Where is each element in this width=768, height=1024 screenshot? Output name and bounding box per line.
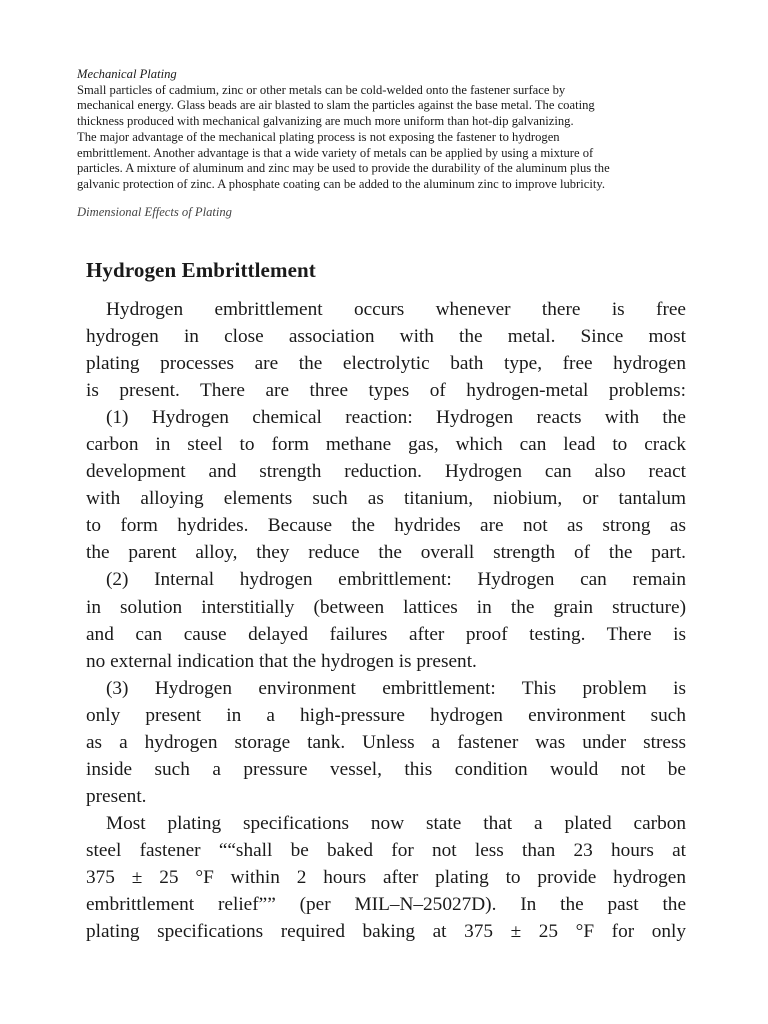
paragraph-line: inside such a pressure vessel, this condition would not be <box>86 758 686 780</box>
paragraph-line: (1) Hydrogen chemical reaction: Hydrogen reacts with the <box>106 407 686 429</box>
paragraph-line: hydrogen in close association with the metal. Since most <box>86 326 686 348</box>
paragraph-line: plating processes are the electrolytic bath type, free hydrogen <box>86 353 686 375</box>
paragraph-line: embrittlement relief”” (per MIL–N–25027D). In the past the <box>86 894 686 916</box>
paragraph-line: in solution interstitially (between lattices in the grain structure) <box>86 596 686 618</box>
paragraph-line: The major advantage of the mechanical plating process is not exposing the fastener to hydrogen <box>77 129 560 144</box>
paragraph-line: galvanic protection of zinc. A phosphate coating can be added to the aluminum zinc to improve lubricity. <box>77 176 605 191</box>
mechanical-plating-section <box>77 67 637 193</box>
cut-off-heading <box>77 205 277 220</box>
paragraph-line: particles. A mixture of aluminum and zinc may be used to provide the durability of the aluminum plus the <box>77 161 610 176</box>
paragraph-line: Most plating specifications now state that a plated carbon <box>106 812 686 834</box>
paragraph-line: no external indication that the hydrogen is present. <box>86 650 477 672</box>
paragraph-line: embrittlement. Another advantage is that a wide variety of metals can be applied by using a mixture of <box>77 145 594 160</box>
paragraph-line: as a hydrogen storage tank. Unless a fastener was under stress <box>86 731 686 753</box>
paragraph-line: is present. There are three types of hydrogen-metal problems: <box>86 380 686 402</box>
paragraph-line: Small particles of cadmium, zinc or other metals can be cold-welded onto the fastener surface by <box>77 82 566 97</box>
section-heading: Hydrogen Embrittlement <box>86 258 316 282</box>
paragraph-line: plating specifications required baking at 375 ± 25 °F for only <box>86 921 686 943</box>
paragraph-line: development and strength reduction. Hydrogen can also react <box>86 461 686 483</box>
paragraph-line: (2) Internal hydrogen embrittlement: Hydrogen can remain <box>106 569 686 591</box>
section-title: Mechanical Plating <box>77 67 177 81</box>
paragraph-line: (3) Hydrogen environment embrittlement: This problem is <box>106 677 686 699</box>
cut-off-heading-text: Dimensional Effects of Plating <box>77 205 232 219</box>
paragraph-line: mechanical energy. Glass beads are air blasted to slam the particles against the base metal. The coating <box>77 98 595 113</box>
article-body <box>86 296 686 950</box>
paragraph-line: steel fastener ““shall be baked for not less than 23 hours at <box>86 839 686 861</box>
paragraph-line: the parent alloy, they reduce the overall strength of the part. <box>86 542 686 564</box>
paragraph-line: only present in a high-pressure hydrogen environment such <box>86 704 686 726</box>
paragraph-line: with alloying elements such as titanium, niobium, or tantalum <box>86 488 686 510</box>
paragraph-line: and can cause delayed failures after proof testing. There is <box>86 623 686 645</box>
paragraph-line: 375 ± 25 °F within 2 hours after plating to provide hydrogen <box>86 866 686 888</box>
paragraph-line: thickness produced with mechanical galvanizing are much more uniform than hot-dip galvanizing. <box>77 114 574 129</box>
hydrogen-embrittlement-section <box>86 256 686 284</box>
paragraph-line: carbon in steel to form methane gas, which can lead to crack <box>86 434 686 456</box>
paragraph-line: Hydrogen embrittlement occurs whenever there is free <box>106 299 686 320</box>
paragraph-line: present. <box>86 785 147 807</box>
paragraph-line: to form hydrides. Because the hydrides are not as strong as <box>86 515 686 537</box>
